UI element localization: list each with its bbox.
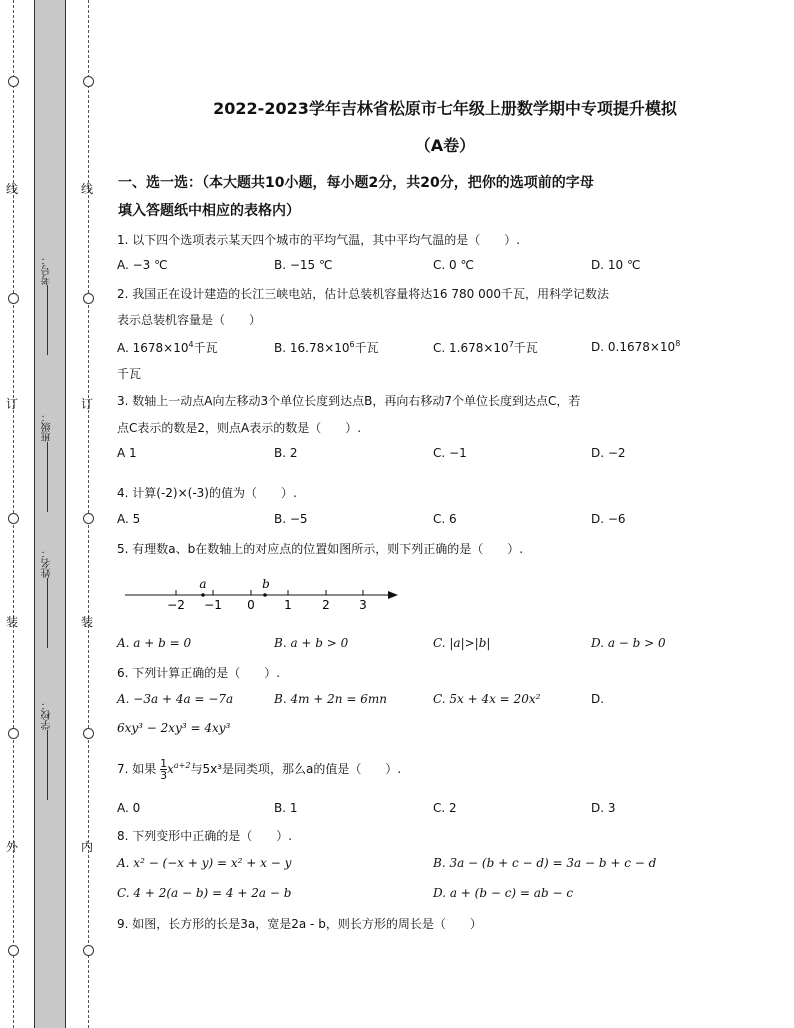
q4-option-b: B. −5 — [274, 512, 308, 526]
q1-option-b: B. −15 ℃ — [274, 258, 333, 272]
question-3-cont: 点C表示的数是2，则点A表示的数是（ ）. — [117, 421, 362, 435]
axis-label: 3 — [359, 598, 367, 612]
page-title: 2022-2023学年吉林省松原市七年级上册数学期中专项提升模拟 — [213, 99, 677, 118]
q1-option-c: C. 0 ℃ — [433, 258, 474, 272]
question-8: 8. 下列变形中正确的是（ ）. — [117, 829, 293, 843]
q4-option-d: D. −6 — [591, 512, 626, 526]
point-b-dot — [263, 593, 267, 597]
field-class: 班级： — [40, 412, 55, 515]
q8-option-a: A. x² − (−x + y) = x² + x − y — [117, 856, 292, 870]
q3-option-c: C. −1 — [433, 446, 467, 460]
binding-char: 订 — [81, 397, 94, 411]
question-3: 3. 数轴上一动点A向左移动3个单位长度到达点B，再向右移动7个单位长度到达点C，若 — [117, 394, 581, 408]
point-b-label: b — [262, 577, 270, 591]
question-6: 6. 下列计算正确的是（ ）. — [117, 666, 281, 680]
binding-char: 订 — [6, 397, 19, 411]
field-school: 学校： — [40, 700, 55, 803]
binding-char: 外 — [6, 840, 19, 854]
q5-option-a: A. a + b = 0 — [117, 636, 192, 650]
binding-hole — [83, 513, 94, 524]
q6-option-d-text: 6xy³ − 2xy³ = 4xy³ — [117, 721, 231, 735]
q2-option-a: A. $1678\times 10^4$千瓦 — [117, 340, 218, 355]
point-a-dot — [201, 593, 205, 597]
binding-char: 线 — [81, 182, 94, 196]
binding-hole — [83, 945, 94, 956]
q2-option-b: B. $16.78\times 10^6$千瓦 — [274, 340, 379, 355]
q7-option-b: B. 1 — [274, 801, 298, 815]
binding-hole — [8, 945, 19, 956]
axis-label: −2 — [167, 598, 185, 612]
q2-option-c: C. $1.678\times 10^7$千瓦 — [433, 340, 538, 355]
question-2-cont: 表示总装机容量是（ ） — [117, 313, 262, 327]
axis-label: 0 — [247, 598, 255, 612]
axis-label: −1 — [204, 598, 222, 612]
q1-option-a: A. −3 ℃ — [117, 258, 168, 272]
q2-option-d: D. $0.1678\times 10^8$ — [591, 339, 681, 354]
q5-option-b: B. a + b > 0 — [274, 636, 349, 650]
binding-char: 装 — [6, 615, 19, 629]
q6-option-b: B. 4m + 2n = 6mn — [274, 692, 387, 706]
question-5: 5. 有理数a、b在数轴上的对应点的位置如图所示，则下列正确的是（ ）. — [117, 542, 524, 556]
question-1: 1. 以下四个选项表示某天四个城市的平均气温，其中平均气温的是（ ）. — [117, 233, 521, 247]
question-7: 7. 如果 $\frac{1}{3}$ $x^{a+2}$与5x³是同类项，那么a的值是（ ）. — [117, 757, 402, 782]
q5-option-d: D. a − b > 0 — [591, 636, 666, 650]
question-9: 9. 如图，长方形的长是3a，宽是2a - b，则长方形的周长是（ ） — [117, 917, 482, 931]
axis-label: 2 — [322, 598, 330, 612]
q4-option-a: A. 5 — [117, 512, 141, 526]
q4-option-c: C. 6 — [433, 512, 457, 526]
binding-hole — [8, 513, 19, 524]
q5-option-c: C. |a|>|b| — [433, 636, 491, 650]
q7-option-d: D. 3 — [591, 801, 616, 815]
binding-hole — [83, 293, 94, 304]
q8-option-d: D. a + (b − c) = ab − c — [433, 886, 574, 900]
binding-gutter — [0, 0, 100, 1028]
binding-hole — [83, 76, 94, 87]
binding-hole — [8, 293, 19, 304]
section-heading-cont: 填入答题纸中相应的表格内） — [118, 203, 300, 219]
q7-option-c: C. 2 — [433, 801, 457, 815]
axis-label: 1 — [284, 598, 292, 612]
q3-option-b: B. 2 — [274, 446, 298, 460]
q2-option-d-unit: 千瓦 — [117, 367, 142, 381]
q3-option-a: A 1 — [117, 446, 137, 460]
number-line-figure — [120, 575, 400, 615]
binding-char: 装 — [81, 615, 94, 629]
point-a-label: a — [199, 577, 207, 591]
binding-hole — [8, 728, 19, 739]
question-2: 2. 我国正在设计建造的长江三峡电站，估计总装机容量将达16 780 000千瓦，用科学记数法 — [117, 287, 609, 301]
field-name: 姓名： — [40, 548, 55, 651]
page-subtitle: （A卷） — [414, 136, 476, 155]
q6-option-a: A. −3a + 4a = −7a — [117, 692, 234, 706]
question-4: 4. 计算(-2)×(-3)的值为（ ）. — [117, 486, 297, 500]
binding-hole — [8, 76, 19, 87]
q8-option-c: C. 4 + 2(a − b) = 4 + 2a − b — [117, 886, 292, 900]
q6-option-c: C. 5x + 4x = 20x² — [433, 692, 541, 706]
q8-option-b: B. 3a − (b + c − d) = 3a − b + c − d — [433, 856, 657, 870]
binding-char: 内 — [81, 840, 94, 854]
q7-option-a: A. 0 — [117, 801, 141, 815]
arrow-head-icon — [388, 591, 398, 599]
section-heading: 一、选一选：（本大题共10小题，每小题2分，共20分，把你的选项前的字母 — [118, 175, 594, 191]
binding-hole — [83, 728, 94, 739]
field-exam-number: 考号： — [40, 255, 55, 358]
q1-option-d: D. 10 ℃ — [591, 258, 641, 272]
fraction: $\frac{1}{3}$ — [160, 757, 168, 782]
binding-char: 线 — [6, 182, 19, 196]
q6-option-d: D. — [591, 692, 605, 706]
q3-option-d: D. −2 — [591, 446, 626, 460]
